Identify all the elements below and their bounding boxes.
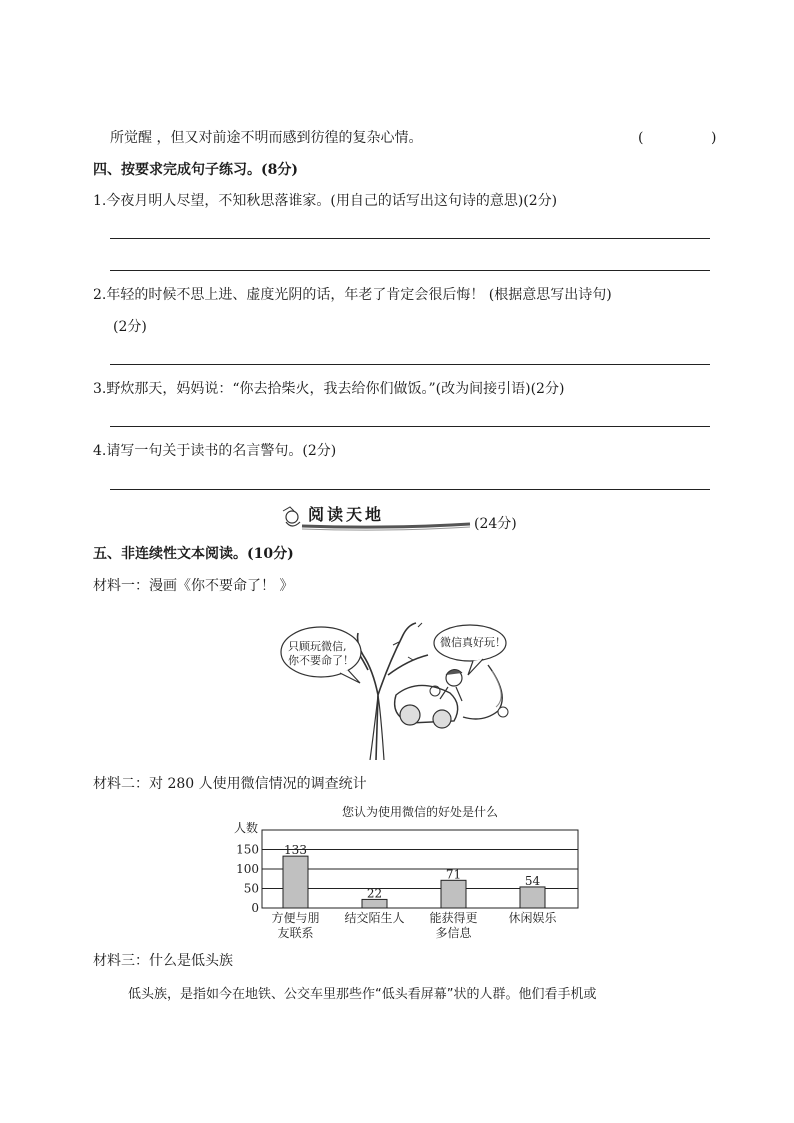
x-tick-label: 多信息 — [435, 926, 472, 940]
answer-line[interactable] — [110, 364, 710, 365]
x-tick-label: 结交陌生人 — [344, 911, 405, 925]
y-axis-label: 人数 — [233, 821, 259, 835]
x-tick-label: 友联系 — [277, 926, 314, 940]
answer-line[interactable] — [110, 238, 710, 239]
y-tick-label: 100 — [236, 862, 259, 876]
x-tick-label: 能获得更 — [429, 911, 478, 925]
answer-line[interactable] — [110, 270, 710, 271]
x-tick-label: 休闲娱乐 — [508, 911, 557, 925]
chart-title: 您认为使用微信的好处是什么 — [341, 805, 499, 819]
question-4: 4.请写一句关于读书的名言警句。(2分) — [93, 443, 337, 459]
bar — [283, 856, 308, 908]
answer-line[interactable] — [110, 489, 710, 490]
bar-value-label: 22 — [366, 886, 383, 901]
material-3-paragraph: 低头族，是指如今在地铁、公交车里那些作“低头看屏幕”状的人群。他们看手机或 — [128, 987, 597, 1002]
answer-bracket-close: ) — [711, 130, 717, 146]
reading-banner-score: (24分) — [474, 516, 517, 532]
y-tick-label: 0 — [251, 901, 259, 915]
material-2-label: 材料二：对 280 人使用微信情况的调查统计 — [93, 776, 367, 792]
bar-value-label: 71 — [445, 867, 462, 882]
bar-value-label: 133 — [284, 843, 307, 858]
material-3-label: 材料三：什么是低头族 — [93, 953, 233, 969]
sentence-continuation: 所觉醒 ，但又对前途不明而感到彷徨的复杂心情。 — [110, 130, 423, 146]
question-2: 2.年轻的时候不思上进、虚度光阴的话，年老了肯定会很后悔！ (根据意思写出诗句) — [93, 287, 612, 303]
bar-chart — [226, 800, 586, 950]
answer-line[interactable] — [110, 426, 710, 427]
cartoon-illustration — [278, 615, 518, 760]
speech-bubble-left-line2: 你不要命了！ — [288, 654, 354, 667]
x-tick-label: 方便与朋 — [271, 911, 320, 925]
bar-chart-svg — [226, 800, 586, 950]
material-1-label: 材料一：漫画《你不要命了！ 》 — [93, 578, 294, 594]
question-3: 3.野炊那天，妈妈说：“你去拾柴火，我去给你们做饭。”(改为间接引语)(2分) — [93, 381, 565, 397]
section4-title: 四、按要求完成句子练习。(8分) — [93, 162, 298, 178]
bar — [441, 880, 466, 908]
y-tick-label: 150 — [236, 842, 259, 857]
answer-bracket-open: ( — [638, 130, 644, 146]
reading-banner — [278, 502, 478, 532]
section5-title: 五、非连续性文本阅读。(10分) — [93, 546, 294, 562]
speech-bubble-left-line1: 只顾玩微信, — [288, 640, 347, 653]
question-1: 1.今夜月明人尽望，不知秋思落谁家。(用自己的话写出这句诗的意思)(2分) — [93, 193, 558, 209]
reading-banner-title: 阅读天地 — [308, 505, 385, 524]
bar-value-label: 54 — [524, 873, 541, 888]
speech-bubble-right: 微信真好玩！ — [440, 636, 506, 649]
question-2-score: (2分) — [113, 319, 147, 335]
y-tick-label: 50 — [243, 881, 259, 896]
bar — [520, 887, 545, 908]
bar — [362, 899, 387, 908]
